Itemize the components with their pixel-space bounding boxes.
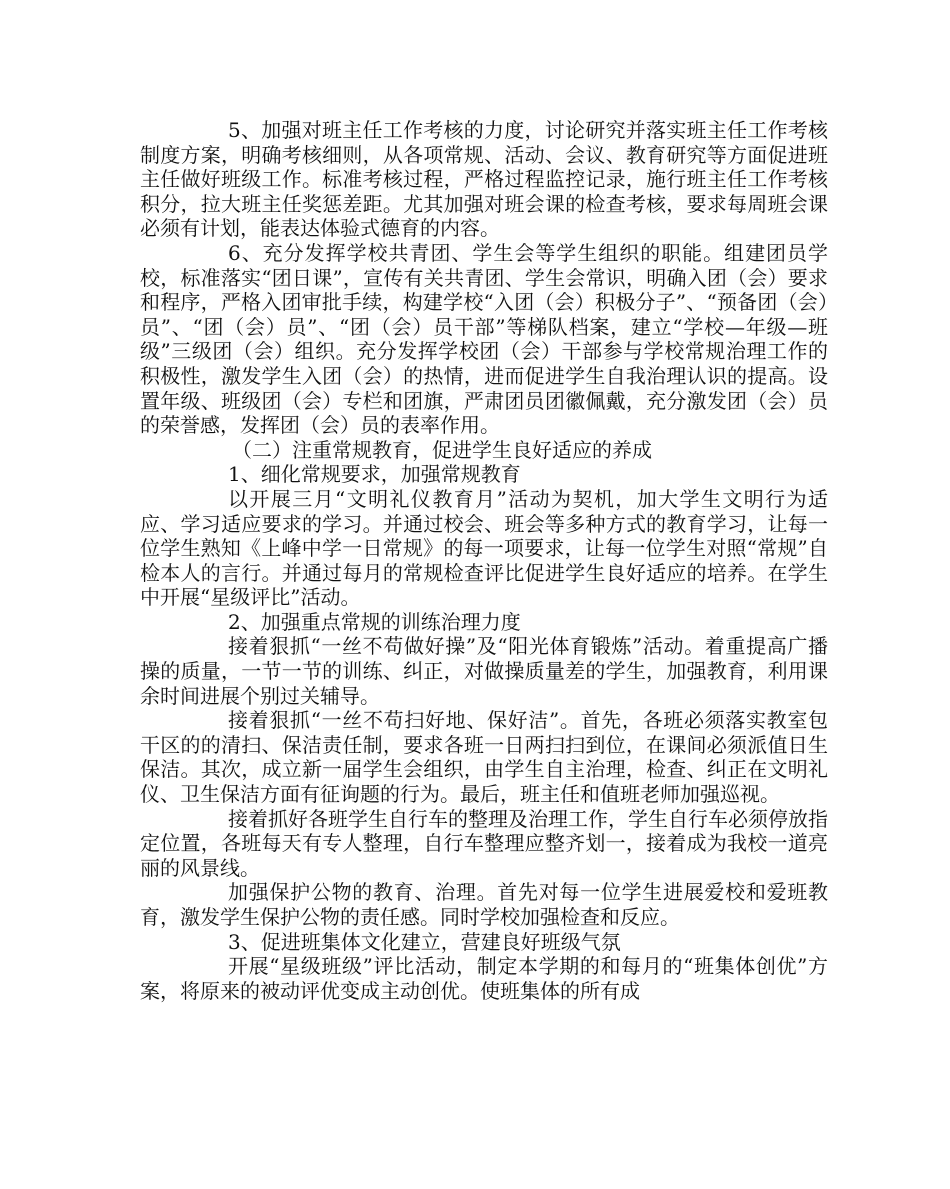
paragraph-bicycle-management: 接着抓好各班学生自行车的整理及治理工作，学生自行车必须停放指定位置，各班每天有专人整理，自行车整理应整齐划一，接着成为我校一道亮丽的风景线。 xyxy=(140,806,828,880)
paragraph-exercise-training: 接着狠抓“一丝不苟做好操”及“阳光体育锻炼”活动。着重提高广播操的质量，一节一节的训练、纠正，对做操质量差的学生，加强教育，利用课余时间进展个别过关辅导。 xyxy=(140,634,828,708)
paragraph-youth-league: 6、充分发挥学校共青团、学生会等学生组织的职能。组建团员学校，标准落实“团日课”，宣传有关共青团、学生会常识，明确入团（会）要求和程序，严格入团审批手续，构建学校“入团（会）积极分子”、“预备团（会）员”、“团（会）员”、“团（会）员干部”等梯队档案，建立“学校—年级—班级”三级团（会）组织。充分发挥学校团（会）干部参与学校常规治理工作的积极性，激发学生入团（会）的热情，进而促进学生自我治理认识的提高。设置年级、班级团（会）专栏和团旗，严肃团员团徽佩戴，充分激发团（会）员的荣誉感，发挥团（会）员的表率作用。 xyxy=(140,240,828,438)
paragraph-public-property: 加强保护公物的教育、治理。首先对每一位学生进展爱校和爱班教育，激发学生保护公物的责任感。同时学校加强检查和反应。 xyxy=(140,880,828,929)
paragraph-star-class: 开展“星级班级”评比活动，制定本学期的和每月的“班集体创优”方案，将原来的被动评优变成主动创优。使班集体的所有成 xyxy=(140,954,828,1003)
paragraph-class-teacher-assessment: 5、加强对班主任工作考核的力度，讨论研究并落实班主任工作考核制度方案，明确考核细则，从各项常规、活动、会议、教育研究等方面促进班主任做好班级工作。标准考核过程，严格过程监控记录，施行班主任工作考核积分，拉大班主任奖惩差距。尤其加强对班会课的检查考核，要求每周班会课必须有计划，能表达体验式德育的内容。 xyxy=(140,118,828,241)
subheading-class-culture: 3、促进班集体文化建立，营建良好班级气氛 xyxy=(228,929,621,954)
subheading-key-routine-training: 2、加强重点常规的训练治理力度 xyxy=(228,609,521,634)
paragraph-etiquette-month: 以开展三月“文明礼仪教育月”活动为契机，加大学生文明行为适应、学习适应要求的学习。并通过校会、班会等多种方式的教育学习，让每一位学生熟知《上峰中学一日常规》的每一项要求，让每一位学生对照“常规”自检本人的言行。并通过每月的常规检查评比促进学生良好适应的培养。在学生中开展“星级评比”活动。 xyxy=(140,486,828,610)
section-heading-routine-education: （二）注重常规教育，促进学生良好适应的养成 xyxy=(232,437,652,462)
subheading-refine-routine: 1、细化常规要求，加强常规教育 xyxy=(228,462,521,487)
document-body xyxy=(140,118,828,1003)
paragraph-cleaning-duty: 接着狠抓“一丝不苟扫好地、保好洁”。首先，各班必须落实教室包干区的的清扫、保洁责任制，要求各班一日两扫扫到位，在课间必须派值日生保洁。其次，成立新一届学生会组织，由学生自主治理，检查、纠正在文明礼仪、卫生保洁方面有征询题的行为。最后，班主任和值班老师加强巡视。 xyxy=(140,708,828,807)
